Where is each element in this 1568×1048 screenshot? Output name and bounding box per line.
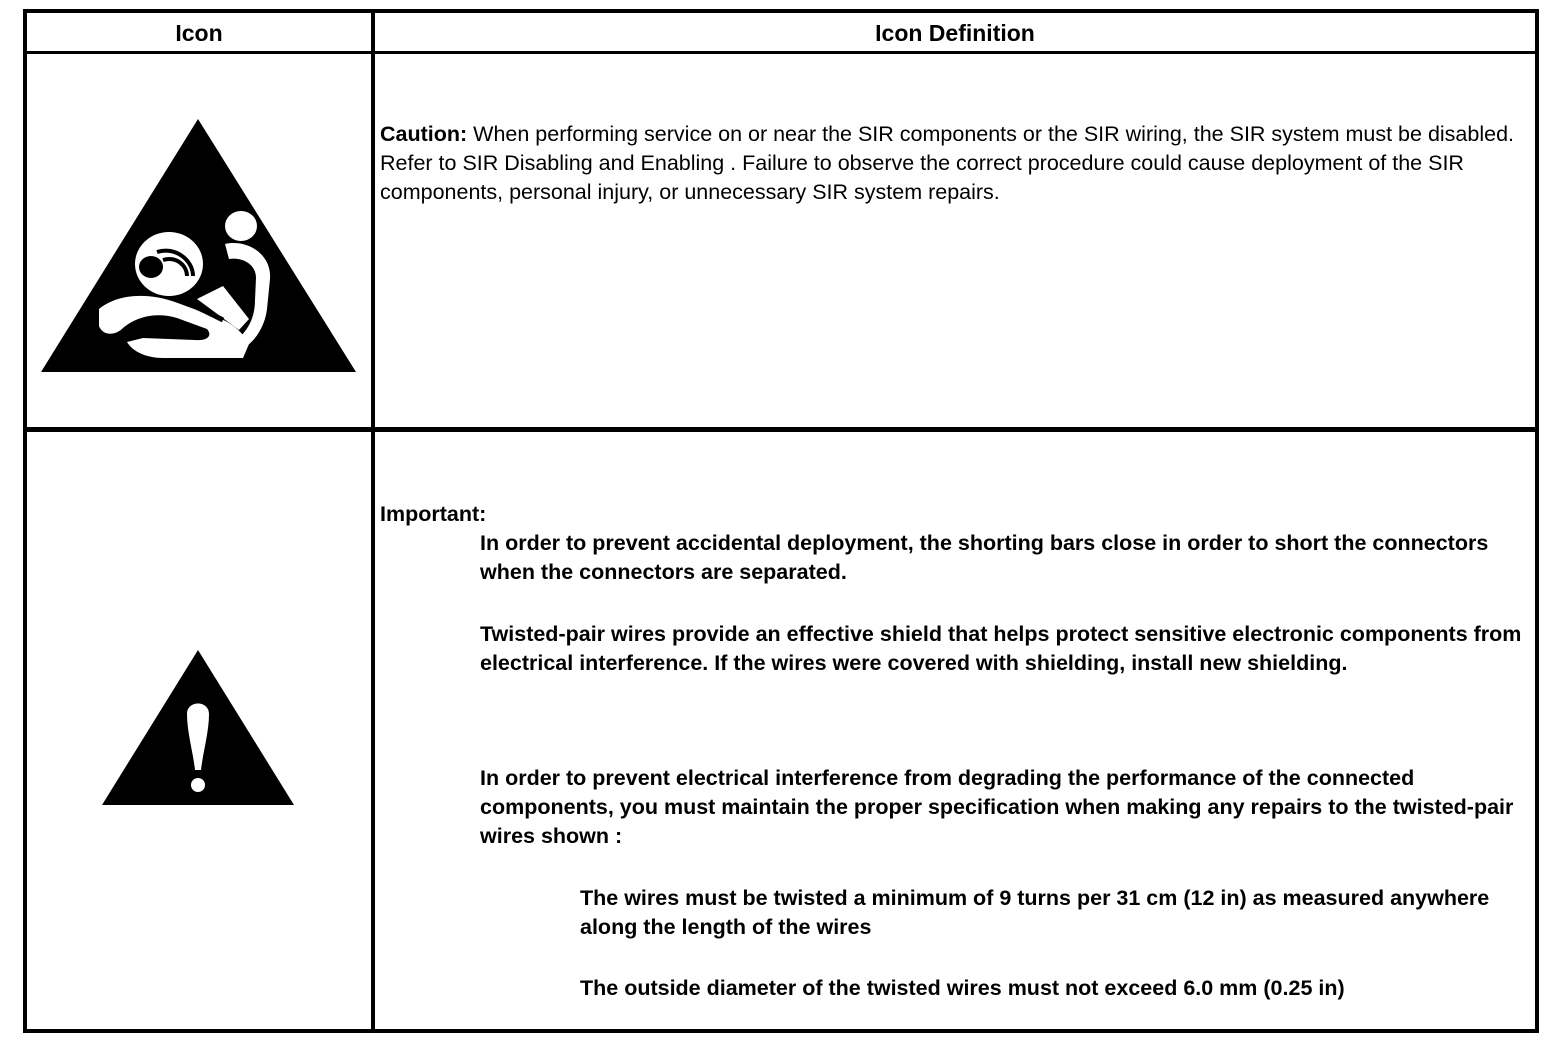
sir-airbag-warning-icon [27,54,371,427]
important-paragraph: Twisted-pair wires provide an effective shield that helps protect sensitive electronic components from electrical interference. If the wires were covered with shielding, install new shielding. [480,622,1522,675]
caution-body: When performing service on or near the SIR components or the SIR wiring, the SIR system must be disabled. Refer to SIR Disabling and Enabling . Failure to observe the correct procedure could cause deployment of the SIR components, personal injury, or unnecessary SIR system repairs. [380,122,1515,204]
table-row-important-icon-cell [27,432,371,1029]
caution-label: Caution: [380,122,468,146]
icon-column-header: Icon [175,20,223,46]
definition-column-header: Icon Definition [875,20,1035,46]
table-row-caution-icon-cell [27,54,371,427]
table-row-caution-definition-cell [375,54,1539,427]
important-paragraph: In order to prevent accidental deployment, the shorting bars close in order to short the connectors when the connectors are separated. [480,531,1489,584]
specification-item: The wires must be twisted a minimum of 9 turns per 31 cm (12 in) as measured anywhere along the length of the wires [580,886,1490,939]
exclamation-warning-icon [27,432,371,1029]
caution-text [380,120,1530,207]
icon-definition-table [23,9,1539,1033]
important-paragraph: In order to prevent electrical interference from degrading the performance of the connected components, you must maintain the proper specification when making any repairs to the twisted-pair wires shown : [480,766,1514,848]
important-label: Important: [380,502,487,526]
table-row-important-definition-cell [375,432,1539,1029]
specification-item: The outside diameter of the twisted wires must not exceed 6.0 mm (0.25 in) [580,976,1345,1000]
